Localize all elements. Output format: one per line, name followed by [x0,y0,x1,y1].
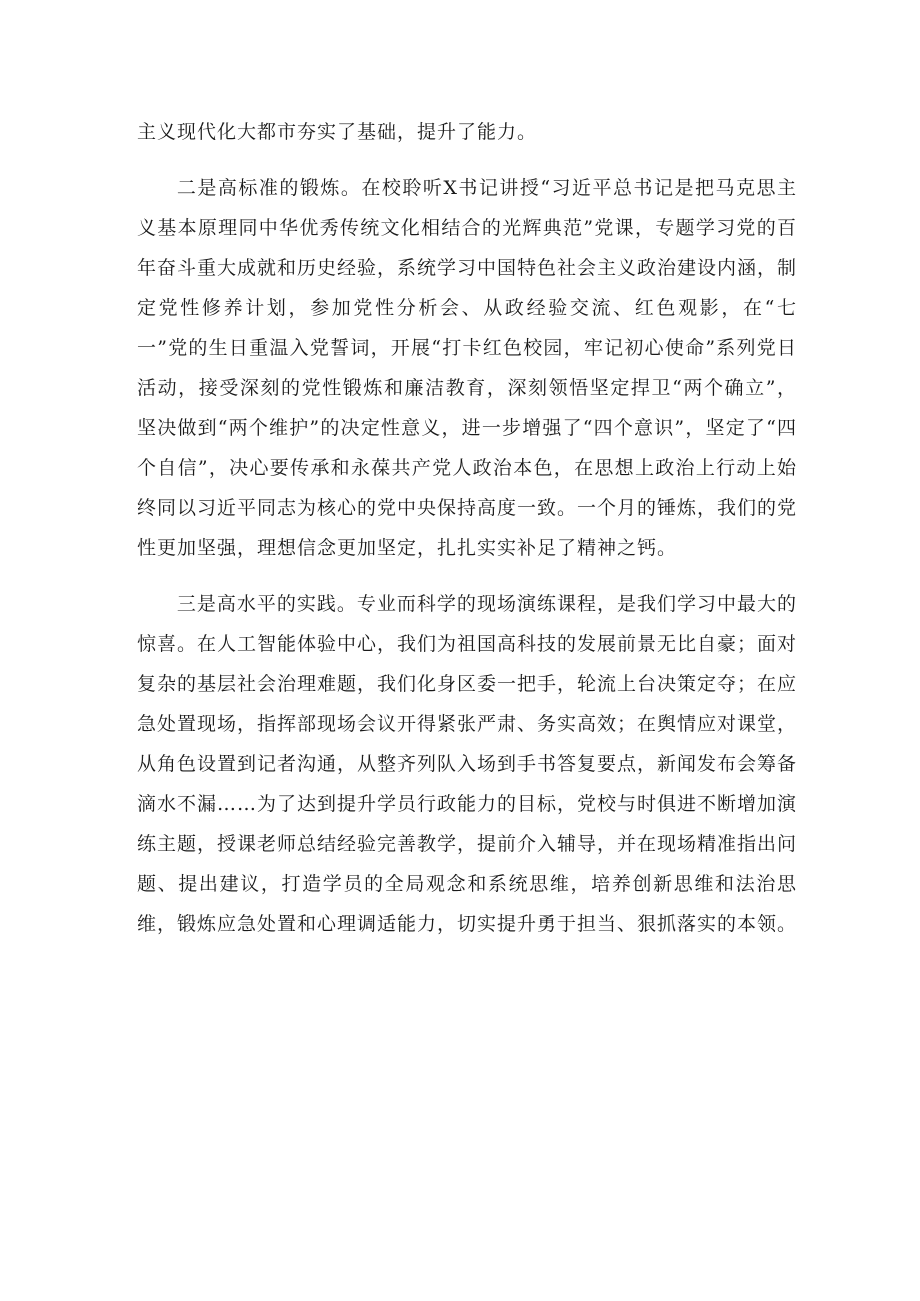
paragraph-high-level-practice: 三是高水平的实践。专业而科学的现场演练课程，是我们学习中最大的惊喜。在人工智能体验中心，我们为祖国高科技的发展前景无比自豪；面对复杂的基层社会治理难题，我们化身区委一把手，轮流上台决策定夺；在应急处置现场，指挥部现场会议开得紧张严肃、务实高效；在舆情应对课堂，从角色设置到记者沟通，从整齐列队入场到手书答复要点，新闻发布会筹备滴水不漏……为了达到提升学员行政能力的目标，党校与时俱进不断增加演练主题，授课老师总结经验完善教学，提前介入辅导，并在现场精准指出问题、提出建议，打造学员的全局观念和系统思维，培养创新思维和法治思维，锻炼应急处置和心理调适能力，切实提升勇于担当、狠抓落实的本领。 [137,593,798,935]
paragraph-continuation: 主义现代化大都市夯实了基础，提升了能力。 [137,121,538,143]
paragraph-high-standard-training: 二是高标准的锻炼。在校聆听X书记讲授“习近平总书记是把马克思主义基本原理同中华优秀传统文化相结合的光辉典范”党课，专题学习党的百年奋斗重大成就和历史经验，系统学习中国特色社会主义政治建设内涵，制定党性修养计划，参加党性分析会、从政经验交流、红色观影，在“七一”党的生日重温入党誓词，开展“打卡红色校园，牢记初心使命”系列党日活动，接受深刻的党性锻炼和廉洁教育，深刻领悟坚定捍卫“两个确立”，坚决做到“两个维护”的决定性意义，进一步增强了“四个意识”，坚定了“四个自信”，决心要传承和永葆共产党人政治本色，在思想上政治上行动上始终同以习近平同志为核心的党中央保持高度一致。一个月的锤炼，我们的党性更加坚强，理想信念更加坚定，扎扎实实补足了精神之钙。 [137,177,798,559]
document-body [137,112,797,960]
